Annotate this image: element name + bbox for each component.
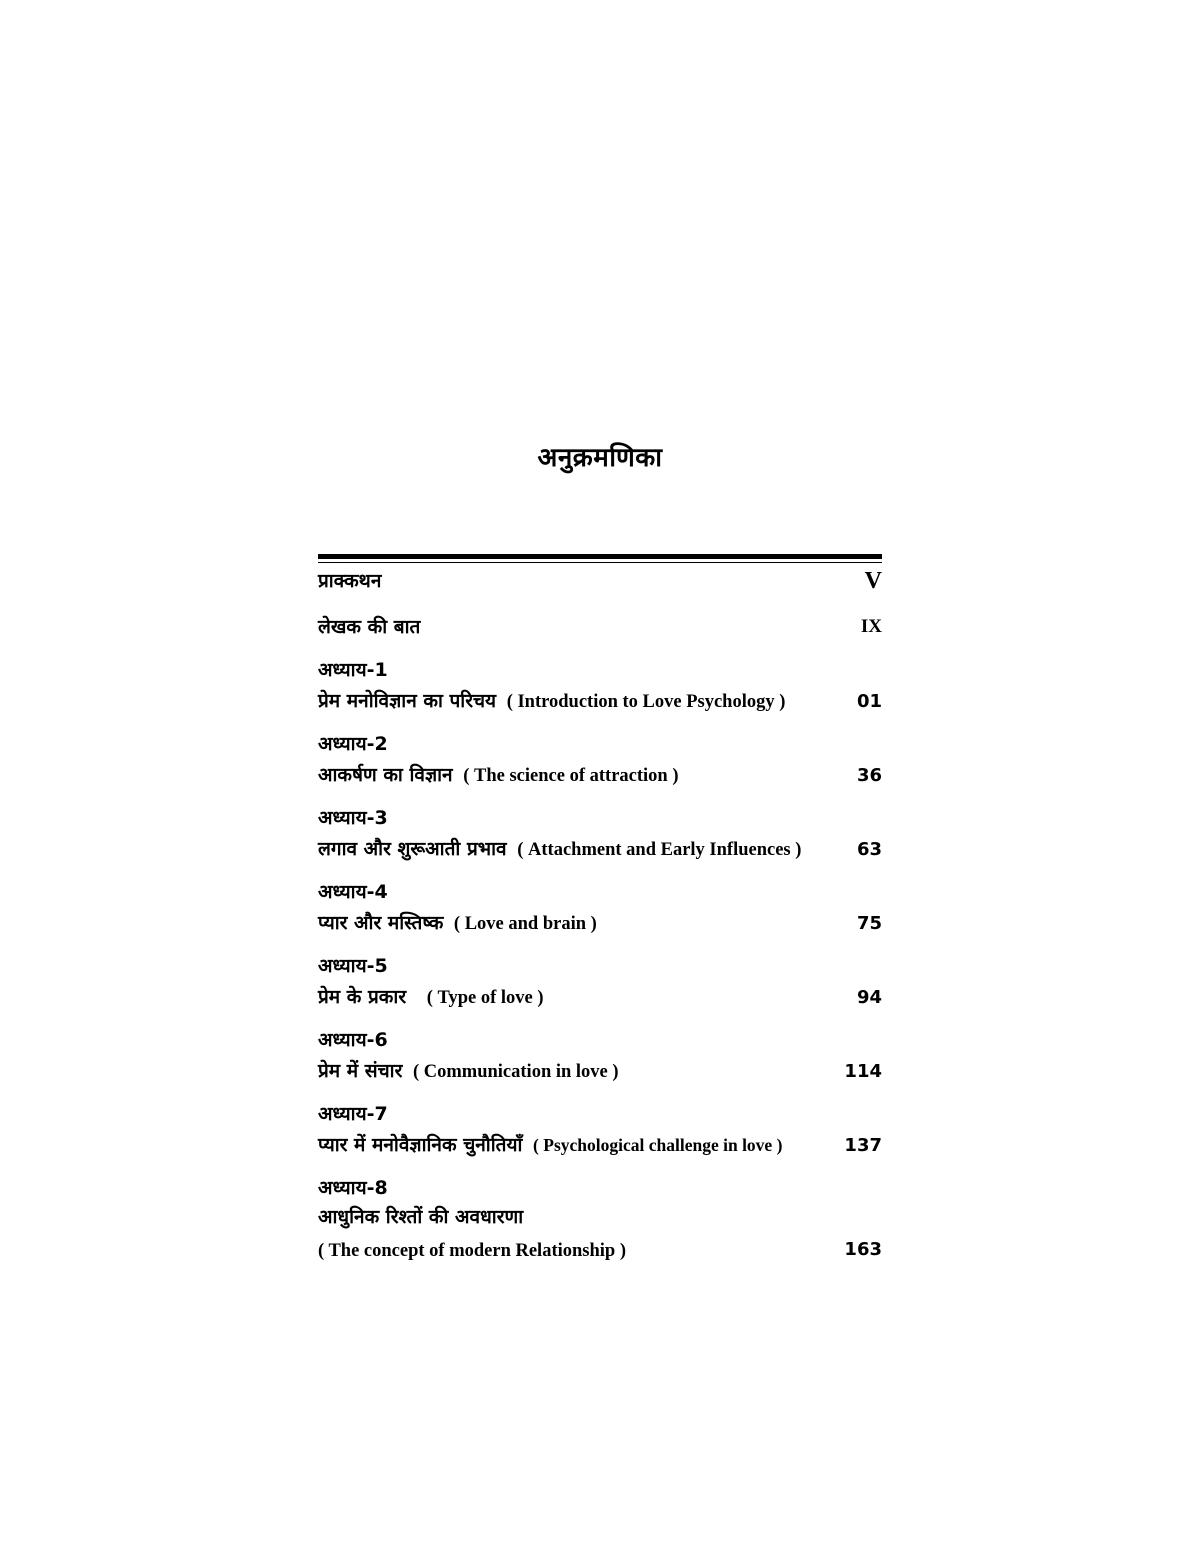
page-number: 114 <box>844 1061 882 1082</box>
chapter-number: अध्याय-1 <box>318 659 388 681</box>
chapter-title-hindi: प्यार और मस्तिष्क <box>318 912 444 934</box>
chapter-number: अध्याय-7 <box>318 1103 388 1125</box>
chapter-number: अध्याय-8 <box>318 1177 388 1199</box>
chapter-number: अध्याय-5 <box>318 955 388 977</box>
page-number: 94 <box>856 987 882 1008</box>
page-number: 63 <box>856 839 882 860</box>
chapter-title-english: ( Communication in love ) <box>413 1062 619 1082</box>
page-number: 163 <box>844 1239 882 1260</box>
chapter-title-hindi: आकर्षण का विज्ञान <box>318 764 453 786</box>
page-number: 137 <box>844 1135 882 1156</box>
chapter-title-english: ( Love and brain ) <box>453 914 597 934</box>
chapter-title-english: ( Type of love ) <box>426 988 544 1008</box>
chapter-number: अध्याय-4 <box>318 881 388 903</box>
chapter-number: अध्याय-6 <box>318 1029 388 1051</box>
toc-entry-foreword[interactable] <box>318 563 882 599</box>
chapter-title-hindi: लगाव और शुरूआती प्रभाव <box>318 838 507 860</box>
top-rule-thick <box>318 554 882 559</box>
page-title: अनुक्रमणिका <box>537 443 663 473</box>
chapter-title-hindi: आधुनिक रिश्तों की अवधारणा <box>318 1206 524 1228</box>
page-number: 01 <box>856 691 882 712</box>
entry-label: लेखक की बात <box>318 616 421 638</box>
chapter-title-hindi: प्यार में मनोवैज्ञानिक चुनौतियाँ <box>318 1134 523 1156</box>
toc-entry-chapter-6[interactable] <box>318 1025 882 1089</box>
toc-entry-chapter-1[interactable] <box>318 655 882 719</box>
chapter-title-hindi: प्रेम के प्रकार <box>318 986 407 1008</box>
chapter-title-english: ( Introduction to Love Psychology ) <box>506 692 786 712</box>
chapter-title-english: ( Attachment and Early Influences ) <box>517 840 802 860</box>
chapter-number: अध्याय-2 <box>318 733 388 755</box>
page-number: 75 <box>856 913 882 934</box>
chapter-title-english: ( The science of attraction ) <box>463 766 679 786</box>
toc-entry-chapter-4[interactable] <box>318 877 882 941</box>
page-number: 36 <box>856 765 882 786</box>
toc-entry-chapter-3[interactable] <box>318 803 882 867</box>
page-number: IX <box>860 616 882 637</box>
chapter-title-hindi: प्रेम में संचार <box>318 1060 403 1082</box>
chapter-title-hindi: प्रेम मनोविज्ञान का परिचय <box>318 690 497 712</box>
toc-entry-author-note[interactable] <box>318 599 882 645</box>
toc-entry-chapter-5[interactable] <box>318 951 882 1015</box>
chapter-number: अध्याय-3 <box>318 807 388 829</box>
table-of-contents <box>318 554 882 1267</box>
chapter-title-english: ( Psychological challenge in love ) <box>533 1135 783 1155</box>
chapter-title-english: ( The concept of modern Relationship ) <box>318 1241 626 1261</box>
toc-entry-chapter-2[interactable] <box>318 729 882 793</box>
entry-label: प्राक्कथन <box>318 570 382 592</box>
toc-entry-chapter-7[interactable] <box>318 1099 882 1163</box>
page-number: V <box>864 568 882 594</box>
toc-entry-chapter-8[interactable] <box>318 1173 882 1267</box>
